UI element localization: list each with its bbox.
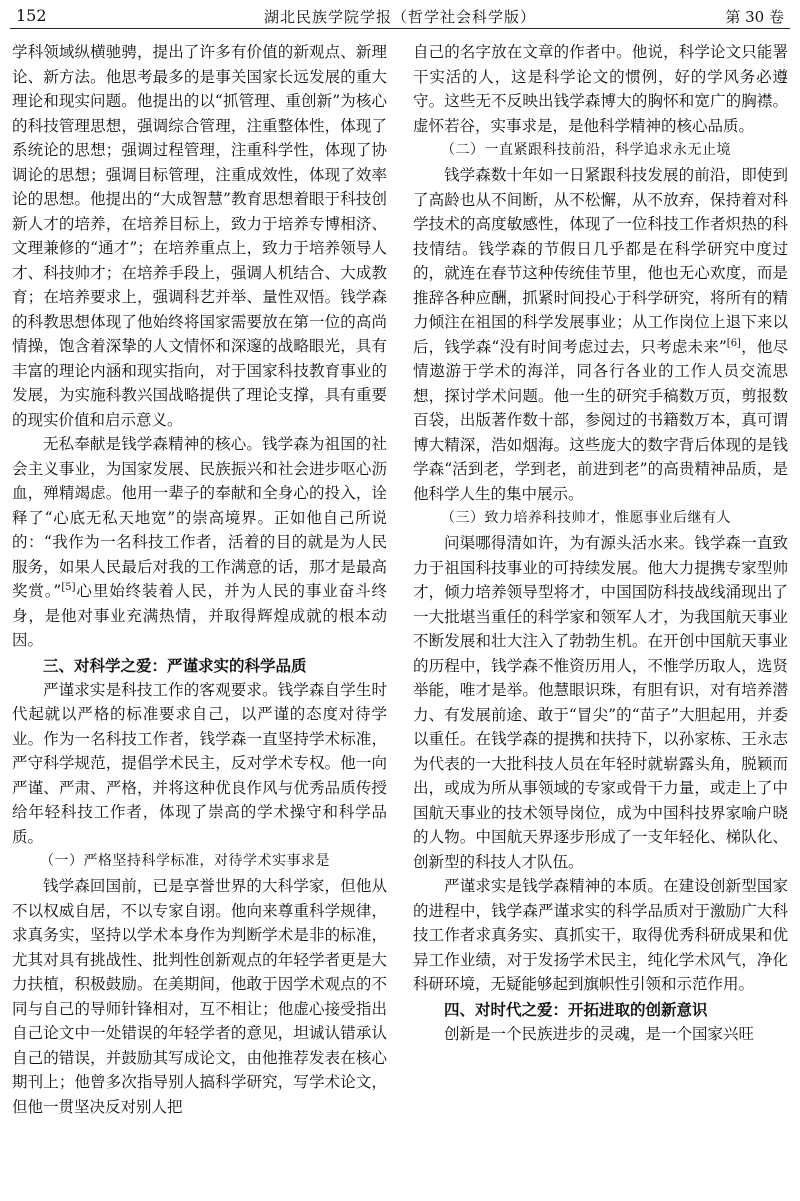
paragraph: 严谨求实是科技工作的客观要求。钱学森自学生时代起就以严格的标准要求自己，以严谨的态度对待学业。作为一名科技工作者，钱学森一直坚持学术标准，严守科学规范，提倡学术民主，反对学术专权。他一向严谨、严肃、严格，并将这种优良作风与优秀品质传授给年轻科技工作者，体现了崇高的学术操守和科学品质。 bbox=[12, 680, 387, 846]
paragraph-text: 钱学森数十年如一日紧跟科技发展的前沿，即使到了高龄也从不间断，从不松懈，从不放弃，保持着对科学技术的高度敏感性，体现了一位科技工作者炽热的科技情结。钱学森的节假日几乎都是在科学研究中度过的，就连在春节这种传统佳节里，他也无心欢度，而是推辞各种应酬，抓紧时间投心于科学研究，将所有的精力倾注在祖国的科学发展事业；从工作岗位上退下来以后，钱学森“没有时间考虑过去，只考虑未来” bbox=[413, 166, 788, 356]
running-header bbox=[10, 0, 790, 26]
left-column bbox=[12, 40, 387, 1119]
paragraph-text: 无私奉献是钱学森精神的核心。钱学森为祖国的社会主义事业，为国家发展、民族振兴和社会进步呕心沥血，殚精竭虑。他用一辈子的奉献和全身心的投入，诠释了“心底无私天地宽”的崇高境界。正如他自己所说的：“我作为一名科技工作者，活着的目的就是为人民服务，如果人民最后对我的工作满意的话，那才是最高奖赏。” bbox=[12, 435, 387, 600]
paragraph-text: 心里始终装着人民，并为人民的事业奋斗终身，是他对事业充满热情，并取得辉煌成就的根本动因。 bbox=[12, 582, 387, 649]
paragraph: 学科领域纵横驰骋，提出了许多有价值的新观点、新理论、新方法。他思考最多的是事关国家长远发展的重大理论和现实问题。他提出的以“抓管理、重创新”为核心的科技管理思想，强调综合管理，注重整体性，体现了系统论的思想；强调过程管理，注重科学性，体现了协调论的思想；强调目标管理，注重成效性，体现了效率论的思想。他提出的“大成智慧”教育思想着眼于科技创新人才的培养，在培养目标上，致力于培养专博相济、文理兼修的“通才”；在培养重点上，致力于培养领导人才、科技帅才；在培养手段上，强调人机结合、大成教育；在培养要求上，强调科艺并举、量性双悟。钱学森的科教思想体现了他始终将国家需要放在第一位的高尚情操，饱含着深挚的人文情怀和深邃的战略眼光，具有丰富的理论内涵和现实指向，对于国家科技教育事业的发展，为实施科教兴国战略提供了理论支撑，具有重要的现实价值和启示意义。 bbox=[12, 43, 387, 429]
section-heading: 三、对科学之爱：严谨求实的科学品质 bbox=[43, 655, 307, 675]
header-rule bbox=[10, 28, 790, 29]
volume-label: 第 30 卷 bbox=[725, 8, 784, 26]
paragraph: 钱学森回国前，已是享誉世界的大科学家，但他从不以权威自居，不以专家自诩。他向来尊重科学规律，求真务实，坚持以学术本身作为判断学术是非的标准，尤其对具有挑战性、批判性创新观点的年轻学者更是大力扶植，积极鼓励。在美期间，他敢于因学术观点的不同与自己的导师针锋相对，互不相让；他虚心接受指出自己论文中一处错误的年轻学者的意见，坦诚认错承认自己的错误，并鼓励其写成论文，由他推荐发表在核心期刊上；他曾多次指导别人搞科学研究，写学术论文，但他一贯坚决反对别人把 bbox=[12, 877, 387, 1116]
section-heading: 四、对时代之爱：开拓进取的创新意识 bbox=[444, 999, 708, 1019]
citation-ref: [6] bbox=[726, 337, 741, 349]
paragraph: 创新是一个民族进步的灵魂，是一个国家兴旺 bbox=[444, 1024, 755, 1043]
subsection-heading: （二）一直紧跟科技前沿，科学追求永无止境 bbox=[441, 142, 731, 158]
paragraph: 问渠哪得清如许，为有源头活水来。钱学森一直致力于祖国科技事业的可持续发展。他大力提携专家型帅才，倾力培养领导型将才，中国国防科技战线涌现出了一大批堪当重任的科学家和领军人才，为我国航天事业不断发展和壮大注入了勃勃生机。在开创中国航天事业的历程中，钱学森不惟资历用人，不惟学历取人，选贤举能，唯才是举。他慧眼识珠，有胆有识，对有培养潜力、有发展前途、敢于“冒尖”的“苗子”大胆起用，并委以重任。在钱学森的提携和扶持下，以孙家栋、王永志为代表的一大批科技人员在年轻时就崭露头角，脱颖而出，或成为所从事领域的专家或骨干力量，或走上了中国航天事业的技术领导岗位，成为中国科技界家喻户晓的人物。中国航天界逐步形成了一支年轻化、梯队化、创新型的科技人才队伍。 bbox=[413, 534, 788, 871]
paragraph bbox=[12, 432, 387, 653]
page-number: 152 bbox=[16, 6, 47, 25]
subsection-heading: （一）严格坚持科学标准，对待学术实事求是 bbox=[40, 853, 330, 869]
paragraph: 严谨求实是钱学森精神的本质。在建设创新型国家的进程中，钱学森严谨求实的科学品质对于激励广大科技工作者求真务实、真抓实干，取得优秀科研成果和优异工作业绩，对于发扬学术民主，纯化学术风气，净化科研环境，无疑能够起到旗帜性引领和示范作用。 bbox=[413, 877, 788, 993]
subsection-heading: （三）致力培养科技帅才，惟愿事业后继有人 bbox=[441, 510, 731, 526]
journal-title: 湖北民族学院学报（哲学社会科学版） bbox=[263, 8, 536, 26]
paragraph-text: ，他尽情遨游于学术的海洋，同各行各业的工作人员交流思想，探讨学术问题。他一生的研究手稿数万页，剪报数百袋，出版著作数十部，参阅过的书籍数万本，真可谓博大精深，浩如烟海。这些庞大的数字背后体现的是钱学森“活到老，学到老，前进到老”的高贵精神品质，是他科学人生的集中展示。 bbox=[413, 337, 788, 503]
paragraph: 自己的名字放在文章的作者中。他说，科学论文只能署干实活的人，这是科学论文的惯例，好的学风务必遵守。这些无不反映出钱学森博大的胸怀和宽广的胸襟。虚怀若谷，实事求是，是他科学精神的核心品质。 bbox=[413, 43, 788, 135]
right-column bbox=[413, 40, 788, 1046]
paragraph bbox=[413, 163, 788, 506]
citation-ref: [5] bbox=[61, 581, 76, 593]
